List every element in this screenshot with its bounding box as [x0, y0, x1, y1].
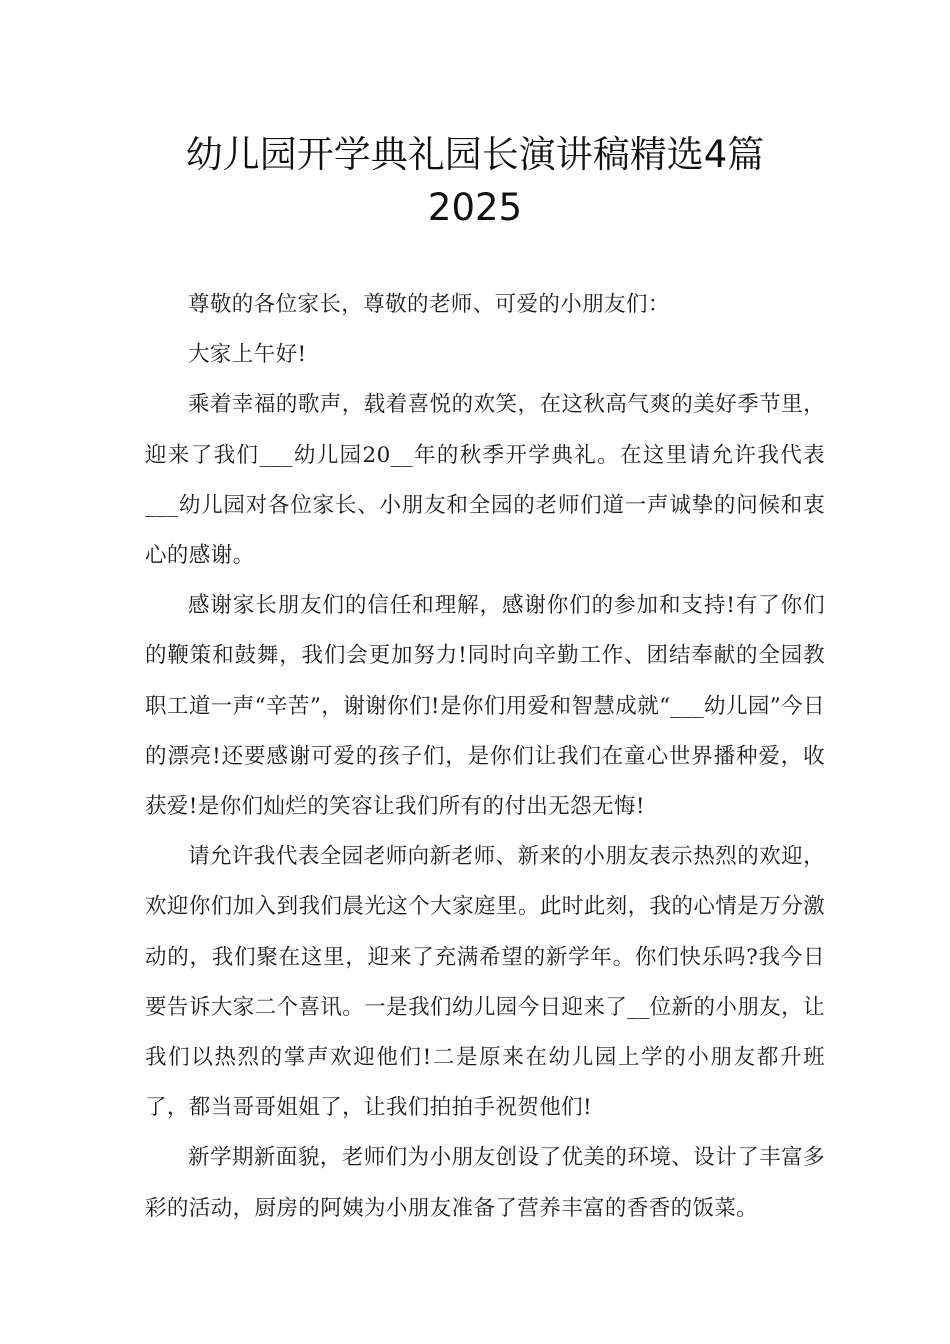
title-line-1: 幼儿园开学典礼园长演讲稿精选4篇 [185, 133, 765, 176]
salutation-paragraph: 尊敬的各位家长，尊敬的老师、可爱的小朋友们： [188, 292, 670, 317]
document-title [100, 128, 850, 234]
document-body [145, 280, 825, 1234]
body-paragraph: 新学期新面貌，老师们为小朋友创设了优美的环境、设计了丰富多彩的活动，厨房的阿姨为小朋友准备了营养丰富的香香的饭菜。 [145, 1145, 825, 1221]
greeting-paragraph: 大家上午好! [188, 342, 307, 368]
body-paragraph: 请允许我代表全园老师向新老师、新来的小朋友表示热烈的欢迎，欢迎你们加入到我们晨光这个大家庭里。此时此刻，我的心情是万分激动的，我们聚在这里，迎来了充满希望的新学年。你们快乐吗?我今日要告诉大家二个喜讯。一是我们幼儿园今日迎来了__位新的小朋友，让我们以热烈的掌声欢迎他们!二是原来在幼儿园上学的小朋友都升班了，都当哥哥姐姐了，让我们拍拍手祝贺他们! [145, 844, 825, 1121]
body-paragraph: 乘着幸福的歌声，载着喜悦的欢笑，在这秋高气爽的美好季节里，迎来了我们___幼儿园20__年的秋季开学典礼。在这里请允许我代表___幼儿园对各位家长、小朋友和全园的老师们道一声诚挚的问候和衷心的感谢。 [145, 392, 825, 569]
title-line-2: 2025 [427, 186, 523, 229]
body-paragraph: 感谢家长朋友们的信任和理解，感谢你们的参加和支持!有了你们的鞭策和鼓舞，我们会更加努力!同时向辛勤工作、团结奉献的全园教职工道一声“辛苦”，谢谢你们!是你们用爱和智慧成就“___幼儿园”今日的漂亮!还要感谢可爱的孩子们，是你们让我们在童心世界播种爱，收获爱!是你们灿烂的笑容让我们所有的付出无怨无悔! [145, 593, 825, 820]
